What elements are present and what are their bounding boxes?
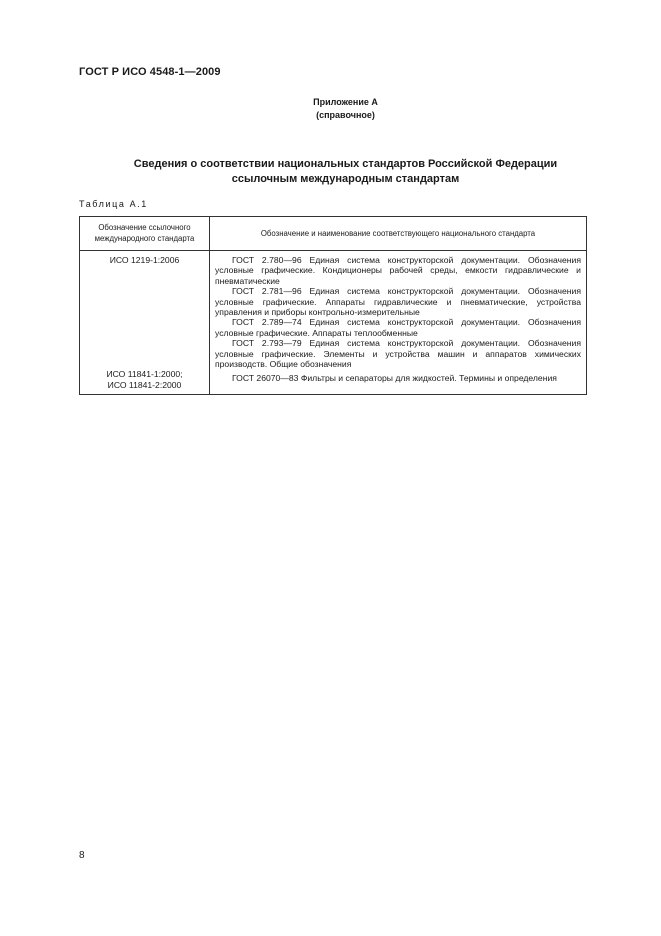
table-header-row [80,217,587,251]
appendix-title: Приложение А [313,97,378,107]
international-designation: ИСО 1219-1:2006 [109,255,180,265]
national-standard-entry: ГОСТ 26070—83 Фильтры и сепараторы для жидкостей. Термины и определения [232,373,557,384]
national-standard-cell [210,251,587,395]
page-number: 8 [79,850,85,861]
national-standard-entry: ГОСТ 2.781—96 Единая система конструкторской документации. Обозначения условные графические. Аппараты гидравлические и пневматические, устройства управления и приборы контрольно-измерительные [215,286,581,318]
table-row [80,251,587,395]
international-designation-cell [80,251,210,395]
correspondence-table [79,216,587,395]
section-title-line1: Сведения о соответствии национальных стандартов Российской Федерации [133,158,558,170]
national-standard-entry: ГОСТ 2.793—79 Единая система конструкторской документации. Обозначения условные графические. Элементы и устройства машин и аппаратов химических производств. Общие обозначения [215,338,581,370]
header-national-standard: Обозначение и наименование соответствующего национального стандарта [210,217,587,251]
national-standard-entry: ГОСТ 2.789—74 Единая система конструкторской документации. Обозначения условные графические. Аппараты теплообменные [215,317,581,338]
section-title [0,157,661,187]
document-code-header: ГОСТ Р ИСО 4548-1—2009 [79,66,221,78]
table-caption: Таблица А.1 [79,199,148,209]
national-standard-entry: ГОСТ 2.780—96 Единая система конструкторской документации. Обозначения условные графические. Кондиционеры рабочей среды, емкости гидравлические и пневматические [215,255,581,286]
header-international-standard: Обозначение ссылочного международного стандарта [80,217,210,251]
international-designation: ИСО 11841-1:2000; [106,369,183,380]
section-title-line2: ссылочным международным стандартам [231,173,460,185]
appendix-heading [0,96,661,122]
appendix-status: (справочное) [316,110,375,120]
international-designation: ИСО 11841-2:2000 [107,379,182,390]
